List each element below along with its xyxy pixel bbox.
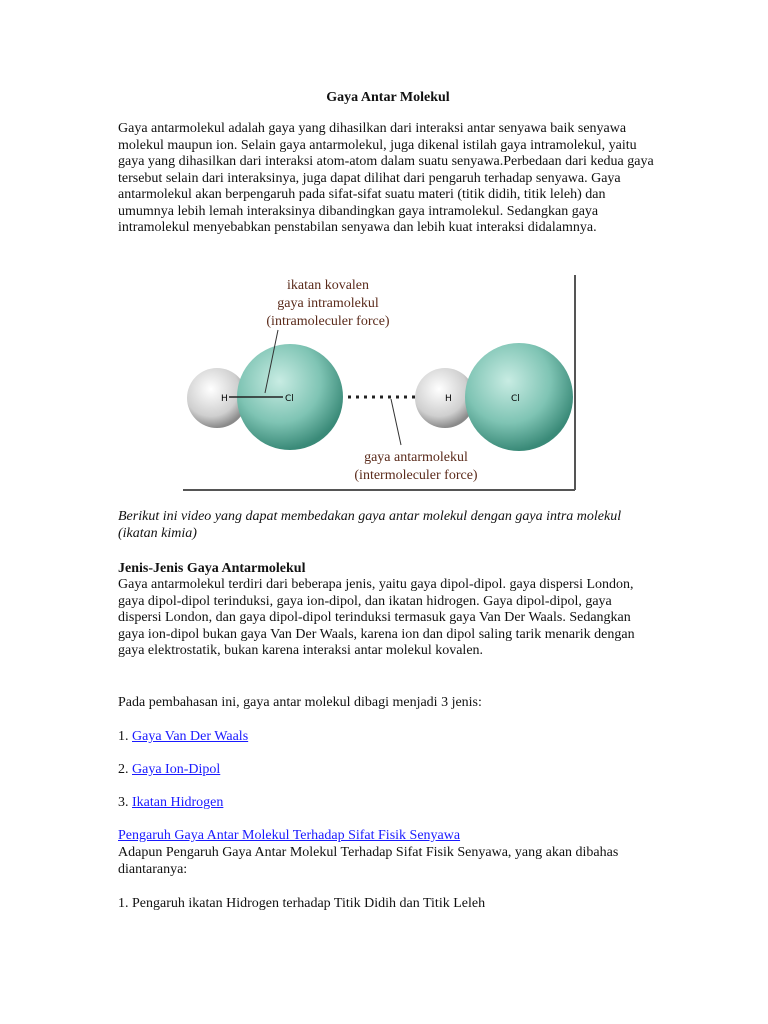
list-item: 1. Gaya Van Der Waals <box>118 729 249 744</box>
label-gaya-antarmolekul: gaya antarmolekul <box>364 450 468 465</box>
link-pengaruh-gaya[interactable]: Pengaruh Gaya Antar Molekul Terhadap Sifat Fisik Senyawa <box>118 828 461 843</box>
list-item: 3. Ikatan Hidrogen <box>118 795 224 810</box>
list-item: 2. Gaya Ion-Dipol <box>118 762 221 777</box>
jenis-heading: Jenis-Jenis Gaya Antarmolekul <box>118 561 306 576</box>
atom-label-h: H <box>221 394 228 404</box>
pengaruh-link-line <box>118 828 658 845</box>
pembahasan-paragraph: Pada pembahasan ini, gaya antar molekul dibagi menjadi 3 jenis: <box>118 695 482 710</box>
label-intermoleculer-force: (intermoleculer force) <box>354 468 478 483</box>
label-gaya-intramolekul: gaya intramolekul <box>277 296 379 311</box>
atom-label-cl: Cl <box>511 394 520 404</box>
link-ikatan-hidrogen[interactable]: Ikatan Hidrogen <box>132 795 224 810</box>
pengaruh-item: 1. Pengaruh ikatan Hidrogen terhadap Titik Didih dan Titik Leleh <box>118 896 486 911</box>
link-gaya-van-der-waals[interactable]: Gaya Van Der Waals <box>132 729 249 744</box>
jenis-paragraph: Gaya antarmolekul terdiri dari beberapa jenis, yaitu gaya dipol-dipol. gaya dispersi London, gaya dipol-dipol terinduksi, gaya ion-dipol, dan ikatan hidrogen. Gaya dipol-dipol, gaya dispersi London, dan gaya dipol-dipol terinduksi termasuk gaya Van Der Waals. Sedangkan gaya ion-dipol bukan gaya Van Der Waals, karena ion dan dipol saling tarik menarik dengan gaya elektrostatik, bukan karena interaksi antar molekul kovalen. <box>118 577 635 658</box>
link-gaya-ion-dipol[interactable]: Gaya Ion-Dipol <box>132 762 221 777</box>
pointer-line-bottom <box>391 399 401 445</box>
molecule-figure <box>183 275 583 495</box>
atom-label-cl: Cl <box>285 394 294 404</box>
label-ikatan-kovalen: ikatan kovalen <box>286 278 370 293</box>
molecule-diagram <box>183 275 583 495</box>
intro-paragraph: Gaya antarmolekul adalah gaya yang dihasilkan dari interaksi antar senyawa baik senyawa molekul maupun ion. Selain gaya antarmolekul, juga dikenal istilah gaya intramolekul, yaitu gaya yang dihasilkan dari interaksi atom-atom dalam suatu senyawa.Perbedaan dari kedua gaya tersebut selain dari interaksinya, juga dapat dilihat dari pengaruh terhadap senyawa. Gaya antarmolekul akan berpengaruh pada sifat-sifat suatu materi (titik didih, titik leleh) dan umumnya lebih lemah interaksinya dibandingkan gaya intramolekul. Sedangkan gaya intramolekul menyebabkan penstabilan senyawa dan lebih kuat interaksi didalamnya. <box>118 121 654 235</box>
atom-label-h: H <box>445 394 452 404</box>
label-intramoleculer-force: (intramoleculer force) <box>266 314 390 329</box>
video-note: Berikut ini video yang dapat membedakan gaya antar molekul dengan gaya intra molekul (ikatan kimia) <box>118 509 622 541</box>
page-title: Gaya Antar Molekul <box>326 90 450 105</box>
pengaruh-paragraph: Adapun Pengaruh Gaya Antar Molekul Terhadap Sifat Fisik Senyawa, yang akan dibahas diantaranya: <box>118 845 619 877</box>
